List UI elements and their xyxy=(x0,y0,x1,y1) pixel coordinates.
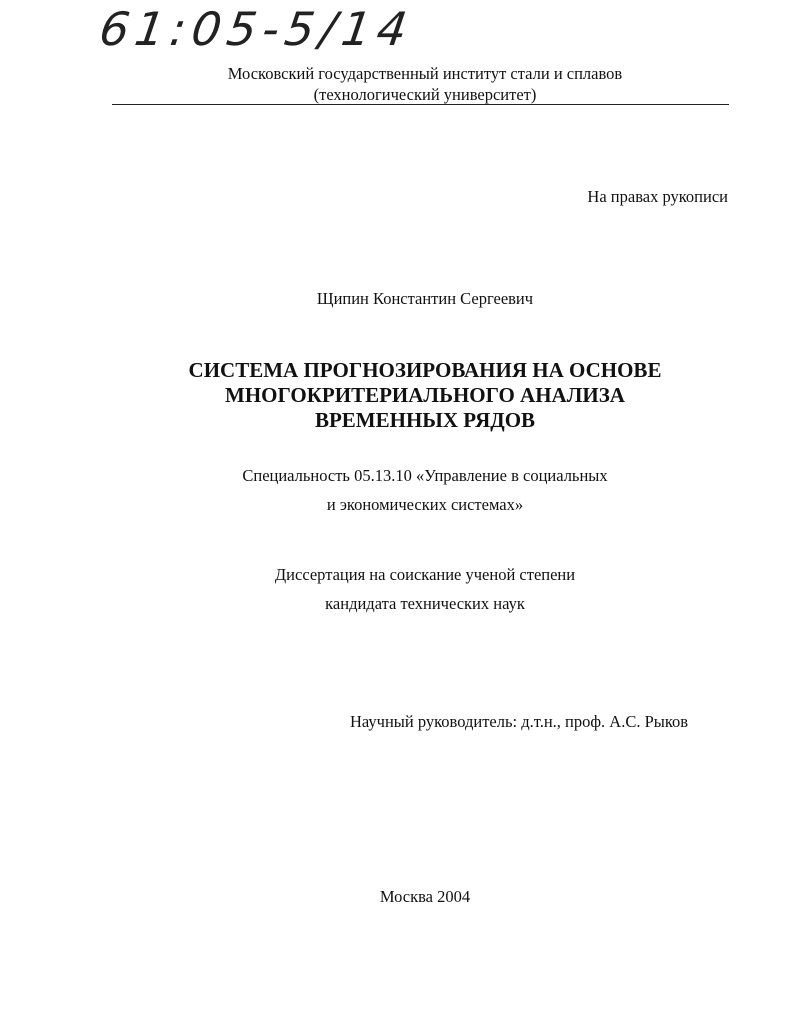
title-line-2: МНОГОКРИТЕРИАЛЬНОГО АНАЛИЗА xyxy=(225,383,625,407)
title-line-1: СИСТЕМА ПРОГНОЗИРОВАНИЯ НА ОСНОВЕ xyxy=(188,358,662,382)
handwritten-archive-number: 61:05-5/14 xyxy=(96,2,417,56)
title-line-3: ВРЕМЕННЫХ РЯДОВ xyxy=(314,408,536,432)
header-divider xyxy=(112,104,729,105)
author-name: Щипин Константин Сергеевич xyxy=(316,289,534,308)
degree-line-2: кандидата технических наук xyxy=(325,594,525,613)
rights-note: На правах рукописи xyxy=(587,187,728,206)
supervisor: Научный руководитель: д.т.н., проф. А.С. Рыков xyxy=(350,712,689,731)
specialty-line-1: Специальность 05.13.10 «Управление в социальных xyxy=(242,466,608,485)
institution-name: Московский государственный институт стали и сплавов xyxy=(227,64,623,83)
city-year: Москва 2004 xyxy=(379,887,471,906)
institution-subtitle: (технологический университет) xyxy=(313,85,537,104)
degree-line-1: Диссертация на соискание ученой степени xyxy=(274,565,576,584)
specialty-line-2: и экономических системах» xyxy=(326,495,524,514)
